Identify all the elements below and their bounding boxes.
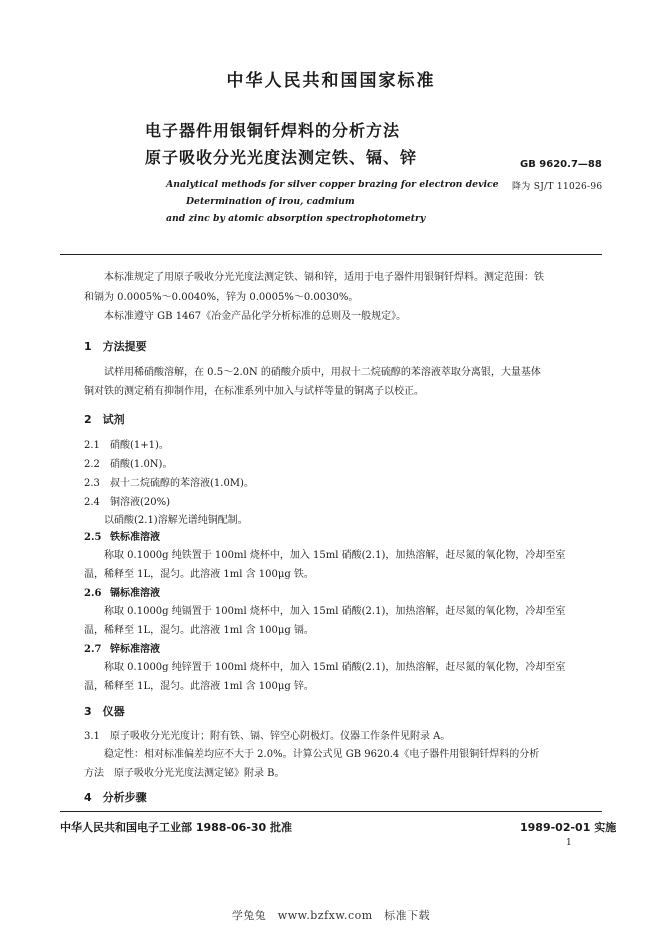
item-number: 2.5 [84, 532, 102, 543]
reagent-2-5 [84, 528, 160, 543]
item-number: 2.6 [84, 588, 102, 599]
reagent-2-6 [84, 584, 160, 599]
item-text: 镉标准溶液 [110, 588, 160, 599]
reagent-2-4 [84, 493, 170, 508]
item-number: 3.1 [84, 731, 100, 742]
english-title-line1: Analytical methods for silver copper brazing for electron device [166, 179, 499, 190]
reagent-2-2 [84, 455, 172, 470]
reagent-2-4-detail: 以硝酸(2.1)溶解光谱纯铜配制。 [104, 515, 248, 526]
doc-title-line2: 原子吸收分光光度法测定铁、镉、锌 [145, 148, 418, 167]
section-1-line1: 试样用稀硝酸溶解，在 0.5～2.0N 的硝酸介质中，用叔十二烷硫醇的苯溶液萃取分离银，大量基体 [104, 367, 541, 378]
implementation-date: 1989-02-01 实施 [520, 821, 617, 834]
item-text: 硝酸(1.0N)。 [110, 459, 173, 470]
section-4-heading: 4 分析步骤 [84, 791, 147, 804]
header-rule [60, 254, 602, 255]
reagent-2-7-line2: 温，稀释至 1L，混匀。此溶液 1ml 含 100μg 锌。 [84, 681, 314, 692]
intro-paragraph-1-line1: 本标准规定了用原子吸收分光光度法测定铁、镉和锌，适用于电子器件用银铜钎焊料。测定范围：铁 [104, 272, 544, 283]
approval-note: 中华人民共和国电子工业部 1988-06-30 批准 [60, 821, 293, 834]
page-number: 1 [566, 838, 572, 848]
item-text: 锌标准溶液 [110, 644, 160, 655]
reagent-2-1 [84, 436, 169, 451]
reagent-2-7 [84, 640, 160, 655]
intro-paragraph-1-line2: 和镉为 0.0005%～0.0040%，锌为 0.0005%～0.0030%。 [84, 292, 359, 303]
intro-paragraph-2: 本标准遵守 GB 1467《冶金产品化学分析标准的总则及一般规定》。 [104, 311, 407, 322]
section-1-heading: 1 方法提要 [84, 340, 147, 353]
instrument-3-1-line3: 方法 原子吸收分光光度法测定铋》附录 B。 [84, 768, 285, 779]
reagent-2-7-line1: 称取 0.1000g 纯锌置于 100ml 烧杯中，加入 15ml 硝酸(2.1)，加热溶解，赶尽氮的氧化物，冷却至室 [104, 662, 566, 673]
replaces-note: 降为 SJ/T 11026-96 [512, 182, 603, 192]
item-text: 叔十二烷硫醇的苯溶液(1.0M)。 [110, 478, 254, 489]
item-text: 原子吸收分光光度计；附有铁、镉、锌空心阴极灯。仪器工作条件见附录 A。 [110, 731, 451, 742]
reagent-2-6-line2: 温，稀释至 1L，混匀。此溶液 1ml 含 100μg 镉。 [84, 625, 314, 636]
section-1-line2: 铜对铁的测定稍有抑制作用，在标准系列中加入与试样等量的铜离子以校正。 [84, 386, 424, 397]
item-text: 铜溶液(20%) [110, 497, 171, 508]
instrument-3-1 [84, 727, 450, 742]
org-title: 中华人民共和国国家标准 [226, 71, 436, 91]
item-number: 2.2 [84, 459, 100, 470]
reagent-2-6-line1: 称取 0.1000g 纯镉置于 100ml 烧杯中，加入 15ml 硝酸(2.1)，加热溶解，赶尽氮的氧化物，冷却至室 [104, 606, 566, 617]
item-number: 2.3 [84, 478, 100, 489]
english-title-line3: and zinc by atomic absorption spectrophotometry [166, 213, 426, 224]
reagent-2-5-line1: 称取 0.1000g 纯铁置于 100ml 烧杯中，加入 15ml 硝酸(2.1)，加热溶解，赶尽氮的氧化物，冷却至室 [104, 550, 566, 561]
footer-rule [60, 811, 602, 812]
item-number: 2.4 [84, 497, 100, 508]
english-title-line2: Determination of irou, cadmium [186, 196, 355, 207]
watermark-link[interactable]: 学兔兔 www.bzfxw.com 标准下载 [231, 909, 431, 922]
doc-title-line1: 电子器件用银铜钎焊料的分析方法 [145, 121, 401, 140]
reagent-2-5-line2: 温，稀释至 1L，混匀。此溶液 1ml 含 100μg 铁。 [84, 569, 314, 580]
item-text: 铁标准溶液 [110, 532, 160, 543]
section-2-heading: 2 试剂 [84, 413, 125, 426]
reagent-2-3 [84, 474, 254, 489]
item-number: 2.1 [84, 440, 100, 451]
item-number: 2.7 [84, 644, 102, 655]
section-3-heading: 3 仪器 [84, 705, 125, 718]
instrument-3-1-line2: 稳定性：相对标准偏差均应不大于 2.0%。计算公式见 GB 9620.4《电子器件用银铜钎焊料的分析 [104, 749, 540, 760]
standard-number: GB 9620.7—88 [520, 159, 602, 170]
item-text: 硝酸(1+1)。 [110, 440, 169, 451]
